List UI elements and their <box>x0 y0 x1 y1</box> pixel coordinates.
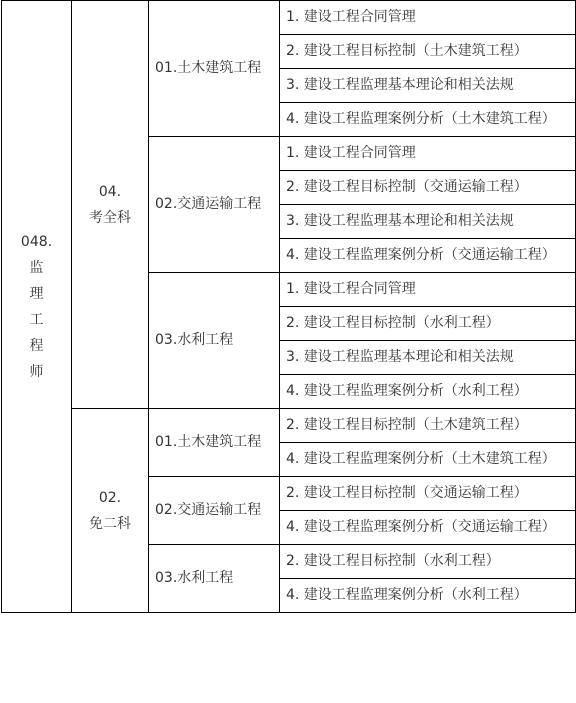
course-cell: 2. 建设工程目标控制（水利工程） <box>280 307 576 341</box>
course-cell: 4. 建设工程监理案例分析（水利工程） <box>280 579 576 613</box>
table-row <box>2 1 576 35</box>
group-code: 02. <box>98 489 122 506</box>
group-cell-full <box>72 1 149 409</box>
specialty-cell: 02.交通运输工程 <box>149 477 280 545</box>
course-cell: 4. 建设工程监理案例分析（交通运输工程） <box>280 239 576 273</box>
course-cell: 3. 建设工程监理基本理论和相关法规 <box>280 69 576 103</box>
course-cell: 4. 建设工程监理案例分析（土木建筑工程） <box>280 443 576 477</box>
course-cell: 4. 建设工程监理案例分析（土木建筑工程） <box>280 103 576 137</box>
course-cell: 1. 建设工程合同管理 <box>280 137 576 171</box>
course-cell: 4. 建设工程监理案例分析（水利工程） <box>280 375 576 409</box>
course-cell: 2. 建设工程目标控制（水利工程） <box>280 545 576 579</box>
main-category-name: 监 理 工 程 师 <box>29 259 44 380</box>
specialty-cell: 03.水利工程 <box>149 545 280 613</box>
table-row <box>2 409 576 443</box>
course-cell: 4. 建设工程监理案例分析（交通运输工程） <box>280 511 576 545</box>
course-cell: 3. 建设工程监理基本理论和相关法规 <box>280 205 576 239</box>
course-cell: 1. 建设工程合同管理 <box>280 273 576 307</box>
group-cell-exempt <box>72 409 149 613</box>
course-cell: 2. 建设工程目标控制（土木建筑工程） <box>280 35 576 69</box>
course-cell: 3. 建设工程监理基本理论和相关法规 <box>280 341 576 375</box>
exam-subjects-table <box>1 0 576 613</box>
course-cell: 1. 建设工程合同管理 <box>280 1 576 35</box>
course-cell: 2. 建设工程目标控制（交通运输工程） <box>280 477 576 511</box>
main-category-code: 048. <box>20 233 53 250</box>
specialty-cell: 03.水利工程 <box>149 273 280 409</box>
group-label: 考全科 <box>89 209 131 226</box>
course-cell: 2. 建设工程目标控制（土木建筑工程） <box>280 409 576 443</box>
specialty-cell: 01.土木建筑工程 <box>149 409 280 477</box>
group-label: 免二科 <box>89 515 131 532</box>
group-code: 04. <box>98 183 122 200</box>
main-category-cell <box>2 1 72 613</box>
specialty-cell: 02.交通运输工程 <box>149 137 280 273</box>
course-cell: 2. 建设工程目标控制（交通运输工程） <box>280 171 576 205</box>
specialty-cell: 01.土木建筑工程 <box>149 1 280 137</box>
